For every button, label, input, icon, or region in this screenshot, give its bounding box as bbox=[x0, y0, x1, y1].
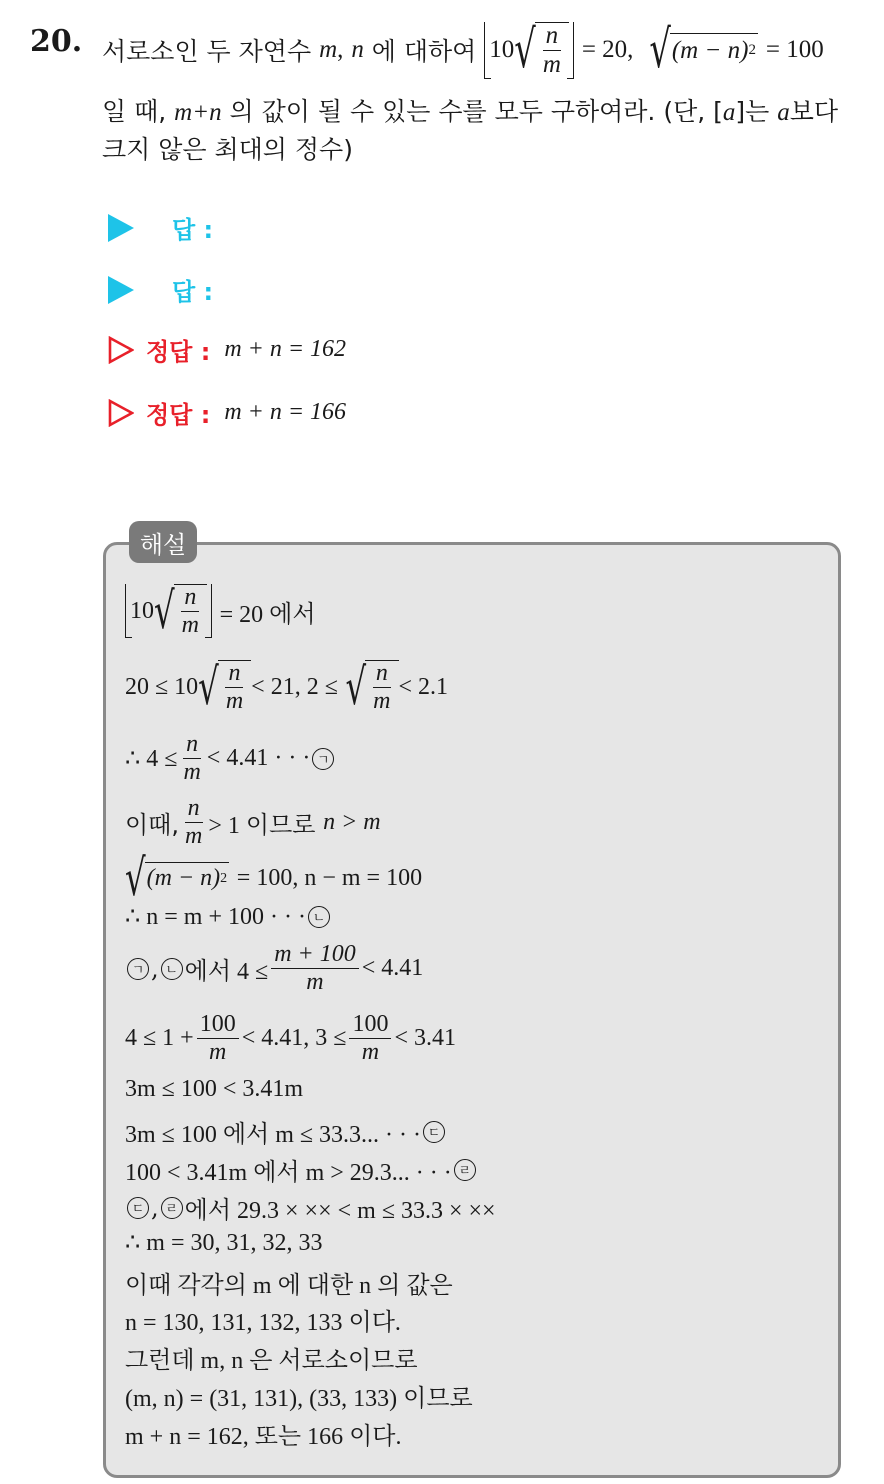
line3-a: ∴ 4 ≤ bbox=[125, 746, 178, 773]
correct-value: m + n = 166 bbox=[224, 399, 347, 425]
question-number: 20. bbox=[30, 24, 83, 59]
expr-m-plus-n: m+n bbox=[174, 99, 222, 126]
question-intro: 서로소인 두 자연수 bbox=[102, 37, 312, 67]
var-m: m bbox=[319, 36, 338, 64]
correct-label: 정답 : bbox=[146, 401, 211, 429]
var-a: a bbox=[777, 99, 790, 126]
solution-line-8 bbox=[125, 1012, 456, 1065]
line2-b: < 21, 2 ≤ bbox=[251, 673, 338, 700]
question-dative: 에 대하여 bbox=[371, 37, 477, 67]
floor-bracket-expression bbox=[484, 19, 574, 80]
line8-c: < 3.41 bbox=[394, 1025, 456, 1052]
numerator: 100 bbox=[197, 1012, 239, 1039]
correct-answer-2 bbox=[108, 395, 346, 430]
solution-line-4 bbox=[125, 796, 381, 849]
coefficient-ten: 10 bbox=[130, 597, 154, 624]
line4-c: n > m bbox=[323, 809, 381, 836]
line2-c: < 2.1 bbox=[398, 673, 449, 700]
denominator: m bbox=[306, 969, 324, 996]
var-n: n bbox=[351, 36, 364, 64]
solution-line-15: n = 130, 131, 132, 133 이다. bbox=[125, 1310, 401, 1336]
solution-line-1 bbox=[125, 581, 316, 641]
circled-rieul: ㄹ bbox=[454, 1159, 476, 1181]
circled-rieul: ㄹ bbox=[161, 1197, 183, 1219]
numerator: n bbox=[183, 732, 201, 759]
line7-a: 에서 4 ≤ bbox=[184, 959, 269, 986]
solution-line-17: (m, n) = (31, 131), (33, 133) 이므로 bbox=[125, 1386, 473, 1412]
correct-answer-1 bbox=[108, 332, 346, 367]
line10-text: 3m ≤ 100 에서 m ≤ 33.3... · · · bbox=[125, 1122, 422, 1148]
correct-value: m + n = 162 bbox=[224, 336, 347, 362]
line2-a: 20 ≤ 10 bbox=[125, 673, 199, 700]
denominator: m bbox=[185, 823, 203, 850]
denominator: m bbox=[181, 612, 199, 639]
solution-line-3 bbox=[125, 732, 336, 785]
circled-giyeok: ㄱ bbox=[312, 748, 334, 770]
line11-text: 100 < 3.41m 에서 m > 29.3... · · · bbox=[125, 1160, 452, 1186]
solution-line-7: ㄱ , ㄴ 에서 4 ≤ $\frac{m + 100}{m}$ < 4.41 bbox=[125, 942, 423, 995]
solution-line-18: m + n = 162, 또는 166 이다. bbox=[125, 1424, 402, 1450]
line12-text: 에서 29.3 × ×× < m ≤ 33.3 × ×× bbox=[184, 1198, 496, 1224]
numerator: n bbox=[373, 661, 391, 688]
line6-text: ∴ n = m + 100 · · · bbox=[125, 904, 306, 930]
fraction-n-over-m bbox=[540, 23, 564, 79]
solution-line-10 bbox=[125, 1114, 447, 1149]
outline-triangle-icon bbox=[108, 399, 134, 427]
numerator: n bbox=[181, 585, 199, 612]
solution-line-11 bbox=[125, 1152, 478, 1187]
question-line-3: 크지 않은 최대의 정수) bbox=[102, 135, 353, 164]
denominator: m bbox=[542, 51, 561, 79]
coefficient-ten: 10 bbox=[489, 36, 515, 64]
comma: , bbox=[337, 36, 344, 64]
line3-b: < 4.41 · · · bbox=[206, 745, 311, 772]
circled-giyeok: ㄱ bbox=[127, 958, 149, 980]
circled-digeut: ㄷ bbox=[127, 1197, 149, 1219]
solution-line-5: √ (m − n) 2 = 100, n − m = 100 bbox=[125, 848, 423, 908]
question-line2-d: 보다 bbox=[789, 97, 839, 126]
circled-nieun: ㄴ bbox=[308, 906, 330, 928]
denominator: m bbox=[209, 1039, 227, 1066]
circled-digeut: ㄷ bbox=[423, 1121, 445, 1143]
play-triangle-icon bbox=[108, 214, 134, 242]
answer-blank-2 bbox=[108, 272, 213, 307]
floor-bracket-expression: 10 √ $\frac{n}{m}$ bbox=[125, 584, 212, 638]
question-line2-c: ]는 bbox=[735, 97, 770, 126]
play-triangle-icon bbox=[108, 276, 134, 304]
question-line-1 bbox=[102, 19, 824, 80]
condition-2-rhs: = 100 bbox=[765, 36, 824, 64]
answer-blank-1 bbox=[108, 210, 213, 245]
numerator: n bbox=[543, 23, 562, 51]
square-inner: (m − n) bbox=[671, 36, 749, 64]
line4-a: 이때, bbox=[125, 811, 179, 840]
numerator: n bbox=[185, 796, 203, 823]
line7-b: < 4.41 bbox=[361, 955, 424, 982]
solution-line-13: ∴ m = 30, 31, 32, 33 bbox=[125, 1230, 323, 1256]
exponent: 2 bbox=[748, 42, 756, 59]
numerator: n bbox=[225, 661, 243, 688]
circled-nieun: ㄴ bbox=[161, 958, 183, 980]
denominator: m bbox=[183, 759, 201, 786]
numerator: 100 bbox=[349, 1012, 391, 1039]
question-line-2 bbox=[102, 92, 838, 128]
solution-line-9: 3m ≤ 100 < 3.41m bbox=[125, 1076, 304, 1102]
denominator: m bbox=[225, 688, 244, 715]
answer-label: 답 : bbox=[172, 278, 214, 306]
correct-label: 정답 : bbox=[146, 338, 211, 366]
var-a-bracket: a bbox=[722, 99, 736, 126]
outline-triangle-icon bbox=[108, 336, 134, 364]
line8-b: < 4.41, 3 ≤ bbox=[241, 1025, 347, 1052]
exponent: 2 bbox=[220, 870, 228, 886]
solution-tab: 해설 bbox=[129, 521, 197, 563]
denominator: m bbox=[373, 688, 391, 715]
line4-b: > 1 이므로 bbox=[208, 813, 316, 840]
answer-label: 답 : bbox=[172, 216, 214, 244]
sqrt-square-difference: √ (m − n) 2 bbox=[649, 19, 756, 80]
sqrt-n-over-m: √ $\frac{n}{m}$ bbox=[514, 22, 569, 79]
line1-rhs: = 20 에서 bbox=[219, 601, 316, 628]
question-line2-b: 의 값이 될 수 있는 수를 모두 구하여라. (단, [ bbox=[229, 97, 723, 126]
solution-line-16: 그런데 m, n 은 서로소이므로 bbox=[125, 1348, 418, 1374]
denominator: m bbox=[361, 1039, 380, 1066]
square-inner: (m − n) bbox=[146, 865, 221, 892]
line8-a: 4 ≤ 1 + bbox=[125, 1025, 194, 1052]
solution-line-14: 이때 각각의 m 에 대한 n 의 값은 bbox=[125, 1273, 453, 1299]
line5-rhs: = 100, n − m = 100 bbox=[236, 864, 423, 891]
condition-1-rhs: = 20, bbox=[581, 36, 634, 64]
solution-line-2: 20 ≤ 10 √ $\frac{n}{m}$ < 21, 2 ≤ √ $\frac{n}{m}$ < 2.1 bbox=[125, 657, 449, 717]
solution-line-12: ㄷ , ㄹ 에서 29.3 × ×× < m ≤ 33.3 × ×× bbox=[125, 1190, 496, 1225]
numerator: m + 100 bbox=[271, 942, 359, 969]
question-line2-a: 일 때, bbox=[102, 97, 167, 126]
solution-line-6 bbox=[125, 902, 332, 931]
